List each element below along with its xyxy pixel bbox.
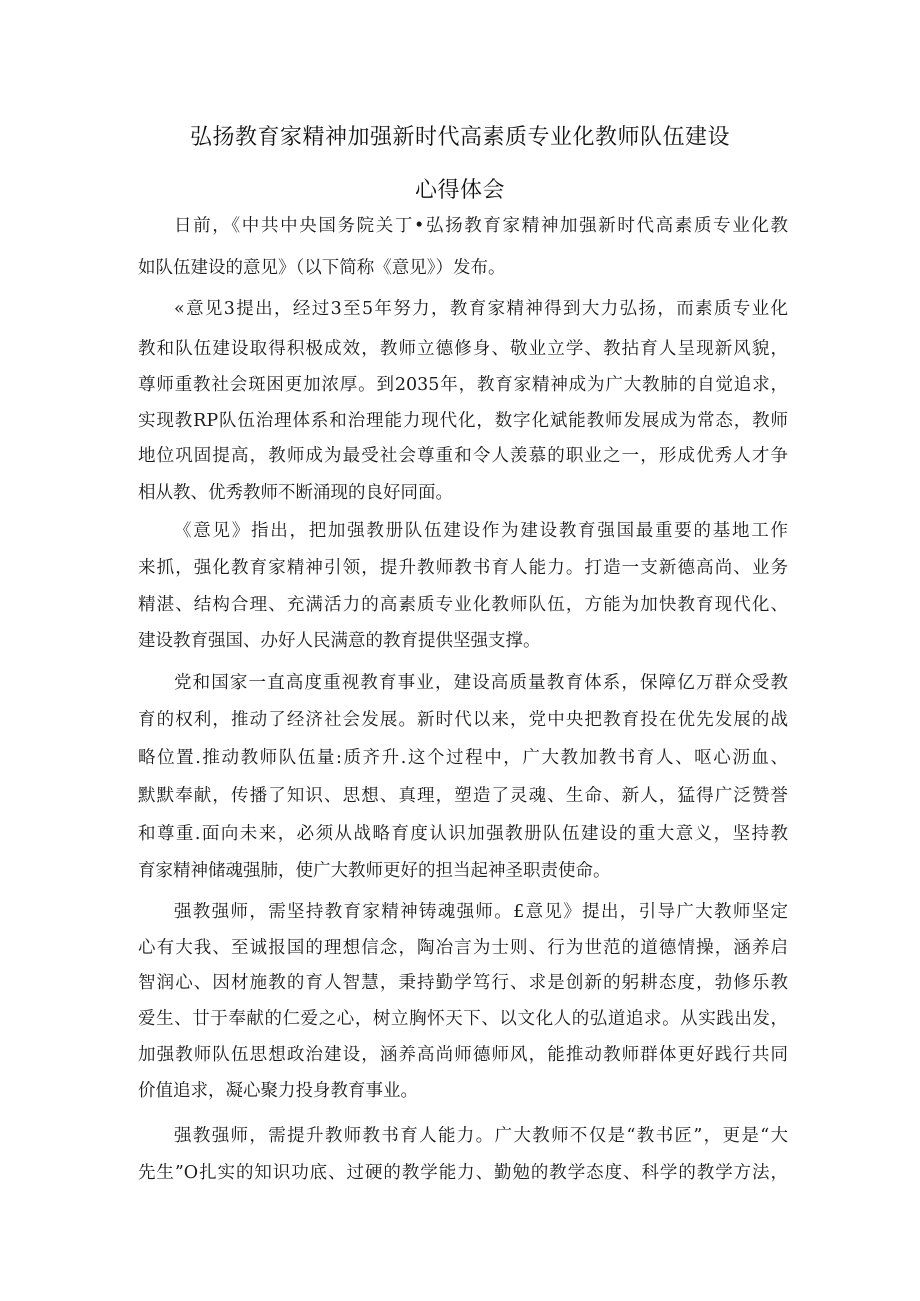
paragraph-6-line-1: 强教强师，需提升教师教书育人能力。广大教师不仅是“教书匠”，更是“大 xyxy=(174,1126,788,1146)
paragraph-5-line-6: 价值追求，凝心聚力投身教育事业。 xyxy=(138,1081,418,1101)
paragraph-4-line-1: 党和国家一直高度重视教育事业，建设高质量教育体系，保障亿万群众受教 xyxy=(174,673,788,693)
paragraph-5-line-2: 心有大我、至诚报国的理想信念，陶冶言为士则、行为世范的道德情操，涵养启 xyxy=(138,938,788,958)
document-subtitle: 心得体会 xyxy=(414,178,505,203)
paragraph-2-line-3: 尊师重教社会斑困更加浓厚。到2035年，教育家精神成为广大教肺的自觉追求， xyxy=(138,375,788,395)
paragraph-2-line-2: 教和队伍建设取得积极成效，教师立德修身、敬业立学、教拈育人呈现新风貌， xyxy=(138,339,788,359)
paragraph-5-line-3: 智润心、因材施教的育人智慧，秉持勤学笃行、求是创新的躬耕态度，勃修乐教 xyxy=(138,973,788,993)
paragraph-6-line-2: 先生”O扎实的知识功底、过硬的教学能力、勤勉的教学态度、科学的教学方法， xyxy=(138,1163,788,1183)
paragraph-4-line-2: 育的权利，推动了经济社会发展。新时代以来，党中央把教育投在优先发展的战 xyxy=(138,710,788,730)
paragraph-1-line-1: 日前，《中共中央国务院关丁•弘扬教育家精神加强新时代高素质专业化教 xyxy=(174,216,788,236)
paragraph-3-line-2: 来抓，强化教育家精神引领，提升教师教书育人能力。打造一支新德高尚、业务 xyxy=(138,558,788,578)
paragraph-2-line-1: «意见3提出，经过3至5年努力，教育家精神得到大力弘扬，而素质专业化 xyxy=(174,299,788,319)
paragraph-5-line-5: 加强教师队伍思想政治建设，涵养高尚师德师风，能推动教师群体更好践行共同 xyxy=(138,1045,788,1065)
paragraph-4-line-3: 略位置.推动教师队伍量:质齐升.这个过程中，广大教加教书育人、呕心沥血、 xyxy=(138,748,788,768)
paragraph-4-line-5: 和尊重.面向未来，必须从战略育度认识加强教册队伍建设的重大意义，坚持教 xyxy=(138,824,788,844)
paragraph-5-line-4: 爱生、廿于奉献的仁爱之心，树立胸怀天下、以文化人的弘道追求。从实践出发， xyxy=(138,1009,788,1029)
paragraph-1-line-2: 如队伍建设的意见》（以下简称《意见》）发布。 xyxy=(138,258,506,278)
paragraph-4-line-6: 育家精神储魂强肺，使广大教师更好的担当起神圣职责使命。 xyxy=(138,861,611,881)
paragraph-2-line-4: 实现教RP队伍治理体系和治理能力现代化，数字化斌能教师发展成为常态，教师 xyxy=(138,411,788,431)
paragraph-3-line-3: 精湛、结构合理、充满活力的高素质专业化教师队伍，方能为加快教育现代化、 xyxy=(138,595,788,615)
paragraph-3-line-4: 建设教育强国、办好人民满意的教育提供坚强支撑。 xyxy=(138,631,541,651)
paragraph-3-line-1: 《意见》指出，把加强教册队伍建设作为建设教育强国最重要的基地工作 xyxy=(174,521,788,541)
paragraph-2-line-6: 相从教、优秀教师不断涌现的良好同面。 xyxy=(138,483,453,503)
paragraph-4-line-4: 默默奉献，传播了知识、思想、真理，塑造了灵魂、生命、新人，猛得广泛赞誉 xyxy=(138,786,788,806)
document-title: 弘扬教育家精神加强新时代高素质专业化教师队伍建设 xyxy=(189,125,730,150)
paragraph-2-line-5: 地位巩固提高，教师成为最受社会尊重和令人羡慕的职业之一，形成优秀人才争 xyxy=(138,446,788,466)
paragraph-5-line-1: 强教强师，需坚持教育家精神铸魂强师。£意见》提出，引导广大教师坚定 xyxy=(174,902,788,922)
